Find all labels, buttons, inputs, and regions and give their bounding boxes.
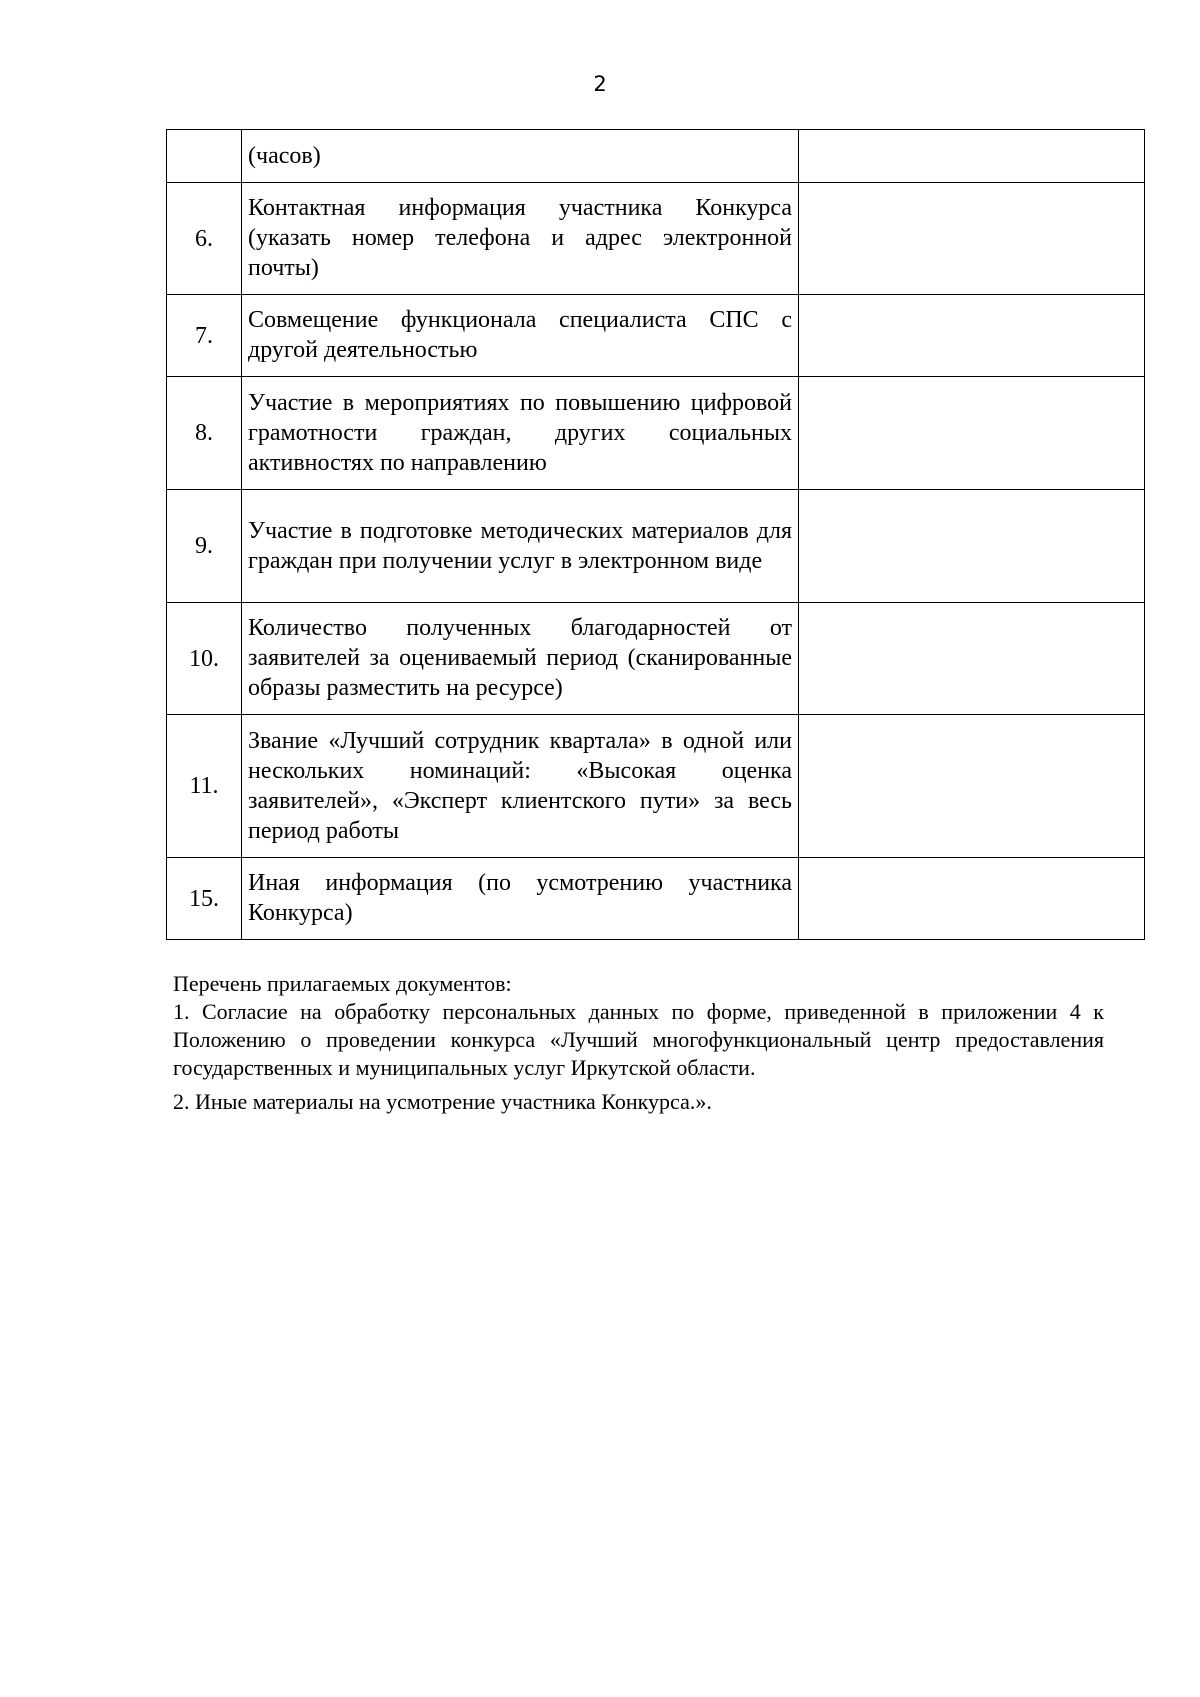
page-number: 2 (593, 72, 607, 96)
row-label: Контактная информация участника Конкурса (указать номер телефона и адрес электронной почты) (242, 183, 799, 295)
table-row (167, 858, 1145, 940)
contest-form-table (166, 129, 1145, 940)
table-row (167, 603, 1145, 715)
row-value (799, 183, 1145, 295)
attachments-heading: Перечень прилагаемых документов: (173, 971, 512, 996)
row-label: Совмещение функционала специалиста СПС с другой деятельностью (242, 295, 799, 377)
table-row (167, 715, 1145, 858)
row-value (799, 858, 1145, 940)
row-number: 11. (167, 715, 242, 858)
row-value (799, 295, 1145, 377)
attachments-list (173, 970, 1104, 1116)
row-label: Количество полученных благодарностей от заявителей за оцениваемый период (сканированные образы разместить на ресурсе) (242, 603, 799, 715)
row-value (799, 130, 1145, 183)
row-number: 10. (167, 603, 242, 715)
row-number: 7. (167, 295, 242, 377)
row-label: Иная информация (по усмотрению участника Конкурса) (242, 858, 799, 940)
row-label: Звание «Лучший сотрудник квартала» в одной или нескольких номинаций: «Высокая оценка заявителей», «Эксперт клиентского пути» за весь период работы (242, 715, 799, 858)
row-value (799, 490, 1145, 603)
table-row (167, 183, 1145, 295)
row-number: 9. (167, 490, 242, 603)
row-label: (часов) (242, 130, 799, 183)
row-value (799, 603, 1145, 715)
row-number: 8. (167, 377, 242, 490)
row-number: 15. (167, 858, 242, 940)
table-row (167, 377, 1145, 490)
row-label: Участие в подготовке методических материалов для граждан при получении услуг в электронном виде (242, 490, 799, 603)
row-number (167, 130, 242, 183)
table-row (167, 130, 1145, 183)
row-number: 6. (167, 183, 242, 295)
attachment-item: 2. Иные материалы на усмотрение участника Конкурса.». (173, 1089, 712, 1114)
row-label: Участие в мероприятиях по повышению цифровой грамотности граждан, других социальных активностях по направлению (242, 377, 799, 490)
table-row (167, 295, 1145, 377)
table-row (167, 490, 1145, 603)
row-value (799, 715, 1145, 858)
row-value (799, 377, 1145, 490)
attachment-item: 1. Согласие на обработку персональных данных по форме, приведенной в приложении 4 к Положению о проведении конкурса «Лучший многофункциональный центр предоставления государственных и муниципальных услуг Иркутской области. (173, 999, 1104, 1080)
